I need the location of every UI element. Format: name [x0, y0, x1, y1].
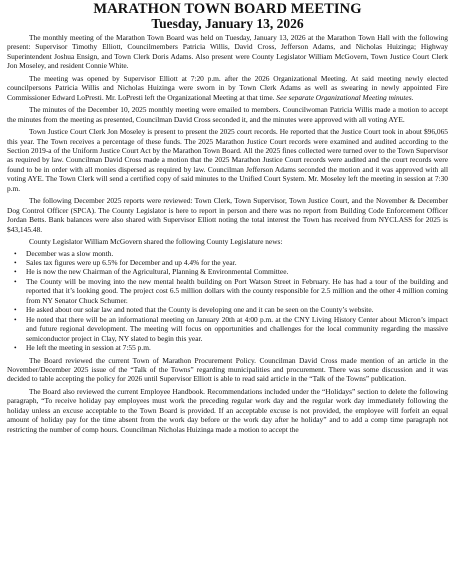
list-item: • He asked about our solar law and noted that the County is developing one and it can be seen on the County’s website. — [14, 305, 374, 315]
paragraph-attendance: The monthly meeting of the Marathon Town Board was held on Tuesday, January 13, 2026 at the Marathon Town Hall with the following present: Supervisor Timothy Elliott, Councilmembers Patricia Willis, David Cross, Jefferson Adams, and Nicholas Huizinga; Highway Superintendent Joshua Ensign, and Town Clerk Doris Adams. Also present were County Legislator William McGovern, Town Justice Court Clerk Jon Moseley, and resident Connie White. — [7, 33, 448, 71]
bullet-icon: • — [14, 248, 17, 258]
bullet-icon: • — [14, 276, 17, 286]
organizational-meeting-note: See separate Organizational Meeting minutes. — [276, 92, 414, 102]
list-item: • December was a slow month. — [14, 248, 114, 258]
bullet-icon: • — [14, 343, 17, 353]
paragraph-reports: The following December 2025 reports were reviewed: Town Clerk, Town Supervisor, Town Justice Court, and the November & December Dog Control Officer (SPCA). The County Legislator is here to report in person and there was no report from Building Code Enforcement Officer Jordan Betts. Bank balances were also shared with Supervisor Elliott noting the total interest the Town has received from NYCLASS for 2025 is $43,145.48. — [7, 196, 448, 234]
list-item: • He noted that there will be an informational meeting on January 20th at 4:00 p.m. at the CNY Living History Center about Micron’s impact and future regional development. The meeting will focus on opportunities and challenges for the local community regarding the massive semiconductor project in Clay, NY slated to begin this year. — [14, 314, 448, 343]
paragraph-employee-handbook: The Board also reviewed the current Employee Handbook. Recommendations included under the “Holidays” section to delete the following paragraph, “To receive holiday pay employees must work the preceding regular work day and the regular work day immediately following the holiday unless an excuse acceptable to the Town Board is provided. If an acceptable excuse is not provided, the employee will forfeit an equal amount of holiday pay for the time absent from the work day before or the work day after he holiday” and to add a comp time paragraph not restricting the number of comp hours. Councilman Nicholas Huizinga made a motion to accept the — [7, 386, 448, 434]
paragraph-opening — [7, 74, 448, 102]
bullet-icon: • — [14, 257, 17, 267]
meeting-date: Tuesday, January 13, 2026 — [151, 16, 304, 31]
document-title: MARATHON TOWN BOARD MEETING — [93, 1, 362, 17]
bullet-icon: • — [14, 267, 17, 277]
list-item: • Sales tax figures were up 6.5% for December and up 4.4% for the year. — [14, 257, 237, 267]
paragraph-legislator-intro: County Legislator William McGovern shared the following County Legislature news: — [29, 237, 283, 247]
paragraph-minutes-approval: The minutes of the December 10, 2025 monthly meeting were emailed to members. Councilwoman Patricia Willis made a motion to accept the minutes from the meeting as presented, Councilman David Cross seconded it, and the minutes were approved with all voting AYE. — [7, 105, 448, 124]
opening-text: The meeting was opened by Supervisor Elliott at 7:20 p.m. after the 2026 Organizational Meeting. At said meeting newly elected councilpersons Patricia Willis and Nicholas Huizinga were sworn in by Town Clerk Adams as well as swearing in newly appointed Fire Commissioner Edward LoPresti. Mr. LoPresti left the Organizational Meeting at that time. — [7, 73, 448, 102]
bullet-icon: • — [14, 314, 17, 324]
paragraph-court-records: Town Justice Court Clerk Jon Moseley is present to present the 2025 court records. He reported that the Justice Court took in about $96,065 this year. The Town receives a percentage of these funds. The 2025 Marathon Justice Court records were examined and audited according to the Section 2019-a of the Uniform Justice Court Act by the Marathon Town Board. All the 2025 fines collected were turned over to the Town Supervisor as required by law. Councilman David Cross made a motion that the 2025 Marathon Justice Court records were audited and the court records were found to be in order with all monies dispersed as required by law. Councilman Jefferson Adams seconded the motion and it was approved with all voting AYE. The Town Clerk will send a certified copy of said minutes to the Unified Court System. Mr. Moseley left the meeting in session at 7:30 p.m. — [7, 127, 448, 193]
list-item: • The County will be moving into the new mental health building on Port Watson Street in February. He has had a tour of the building and reported that it’s looking good. The project cost 6.5 million dollars with the county responsible for 2.5 million and the other 4 million coming from NY Senator Chuck Schumer. — [14, 276, 448, 305]
bullet-icon: • — [14, 305, 17, 315]
list-item: • He is now the new Chairman of the Agricultural, Planning & Environmental Committee. — [14, 267, 289, 277]
legislature-news-list — [7, 249, 448, 353]
paragraph-procurement-policy: The Board reviewed the current Town of Marathon Procurement Policy. Councilman David Cross made mention of an article in the November/December 2025 issue of the “Talk of the Towns” regarding municipalities and procurement. There was some discussion and it was decided to table accepting the policy for 2026 until Supervisor Elliott is able to read said article in the “Talk of the Towns” publication. — [7, 355, 448, 384]
list-item: • He left the meeting in session at 7:55 p.m. — [14, 343, 151, 353]
